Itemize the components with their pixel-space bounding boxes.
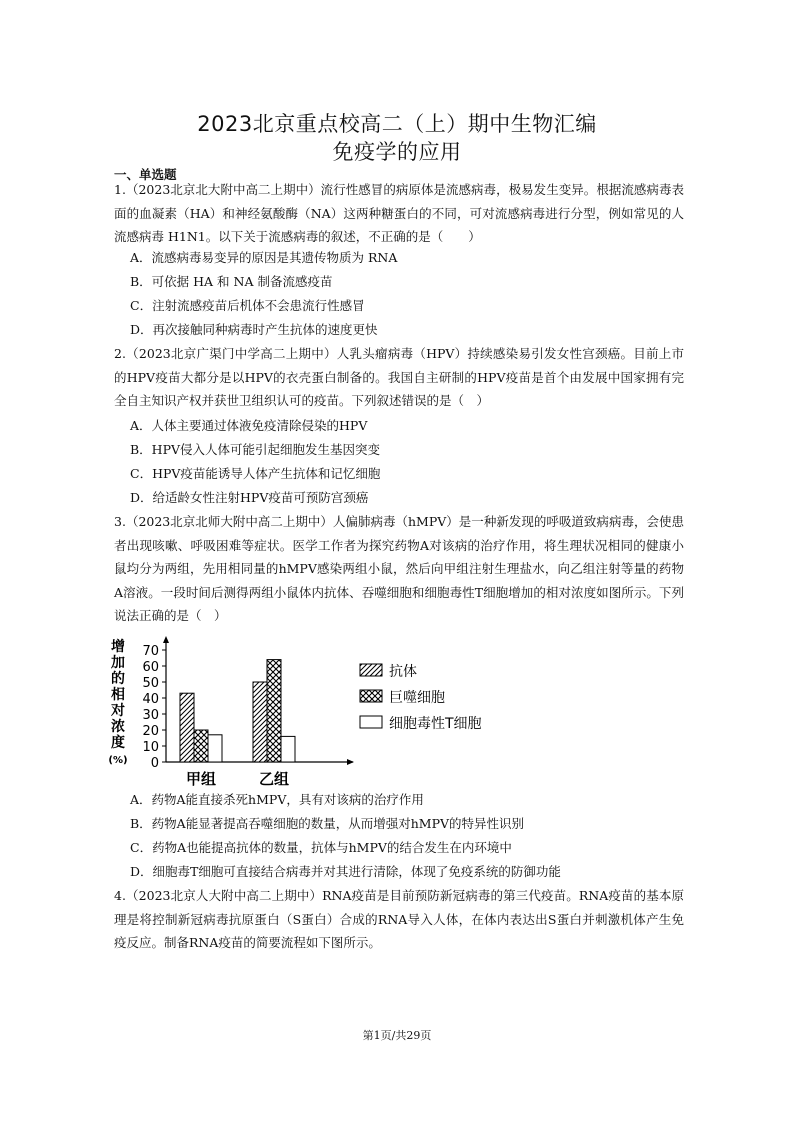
page-title: 2023北京重点校高二（上）期中生物汇编 (197, 112, 597, 136)
question-1-stem: 1.（2023北京北大附中高二上期中）流行性感冒的病原体是流感病毒，极易发生变异。根据流感病毒表面的血凝素（HA）和神经氨酸酶（NA）这两种糖蛋白的不同，可对流感病毒进行分型，例如常见的人流感病毒 H1N1。以下关于流感病毒的叙述，不正确的是（ ） (114, 182, 684, 244)
question-2-option-d: D．给适龄女性注射HPV疫苗可预防宫颈癌 (130, 490, 369, 505)
y-tick-label: 60 (142, 660, 159, 675)
bar-group1-series1 (180, 693, 194, 762)
y-tick-label: 50 (142, 676, 159, 691)
y-axis-label-char: 相 (111, 687, 125, 703)
y-axis-label-char: 对 (111, 703, 125, 719)
y-axis-label-char: 的 (111, 671, 125, 687)
y-axis-label-char: 增 (111, 639, 125, 655)
question-2-option-b: B．HPV侵入人体可能引起细胞发生基因突变 (130, 442, 381, 457)
legend-label: 巨噬细胞 (389, 690, 445, 706)
page-subtitle: 免疫学的应用 (332, 140, 462, 164)
bar-chart (108, 633, 508, 793)
question-3-stem: 3.（2023北京北师大附中高二上期中）人偏肺病毒（hMPV）是一种新发现的呼吸道致病病毒，会使患者出现咳嗽、呼吸困难等症状。医学工作者为探究药物A对该病的治疗作用，将生理状况相同的健康小鼠均分为两组，先用相同量的hMPV感染两组小鼠，然后向甲组注射生理盐水，向乙组注射等量的药物A溶液。一段时间后测得两组小鼠体内抗体、吞噬细胞和细胞毒性T细胞增加的相对浓度如图所示。下列说法正确的是（ ） (114, 514, 684, 623)
y-tick-label: 30 (142, 708, 159, 723)
y-tick-label: 40 (142, 692, 159, 707)
y-axis-label-char: 度 (111, 735, 125, 751)
question-4-stem: 4.（2023北京人大附中高二上期中）RNA疫苗是目前预防新冠病毒的第三代疫苗。RNA疫苗的基本原理是将控制新冠病毒抗原蛋白（S蛋白）合成的RNA导入人体，在体内表达出S蛋白并刺激机体产生免疫反应。制备RNA疫苗的简要流程如下图所示。 (114, 888, 684, 950)
y-tick-label: 70 (142, 644, 159, 659)
section-heading: 一、单选题 (114, 167, 177, 182)
y-tick-label: 10 (142, 740, 159, 755)
x-axis-arrow (347, 759, 354, 765)
question-2-stem: 2.（2023北京广渠门中学高二上期中）人乳头瘤病毒（HPV）持续感染易引发女性宫颈癌。目前上市的HPV疫苗大都分是以HPV的衣壳蛋白制备的。我国自主研制的HPV疫苗是首个由发展中国家拥有完全自主知识产权并获世卫组织认可的疫苗。下列叙述错误的是（ ） (114, 346, 684, 408)
legend-swatch (360, 690, 382, 702)
question-3-option-a: A．药物A能直接杀死hMPV，具有对该病的治疗作用 (130, 792, 424, 807)
y-tick-label: 0 (150, 756, 159, 771)
page-number: 第1页/共29页 (362, 1029, 432, 1042)
question-1-option-b: B．可依据 HA 和 NA 制备流感疫苗 (130, 274, 333, 289)
bar-group2-series2 (267, 660, 281, 762)
y-axis-label-char: 加 (111, 655, 125, 671)
y-axis-label-char: (%) (108, 755, 128, 766)
legend-swatch (360, 716, 382, 728)
question-2-option-c: C．HPV疫苗能诱导人体产生抗体和记忆细胞 (130, 466, 381, 481)
legend-swatch (360, 664, 382, 676)
question-2-option-a: A．人体主要通过体液免疫清除侵染的HPV (130, 418, 368, 433)
x-category-label: 甲组 (185, 770, 217, 788)
question-3-option-d: D．细胞毒T细胞可直接结合病毒并对其进行清除，体现了免疫系统的防御功能 (130, 864, 561, 879)
bar-group1-series2 (194, 730, 208, 762)
legend-label: 细胞毒性T细胞 (389, 716, 482, 732)
legend-label: 抗体 (389, 664, 417, 680)
question-1-option-a: A．流感病毒易变异的原因是其遗传物质为 RNA (130, 250, 398, 265)
bar-group1-series3 (208, 735, 222, 762)
question-1-option-d: D．再次接触同种病毒时产生抗体的速度更快 (130, 322, 378, 337)
question-3-option-b: B．药物A能显著提高吞噬细胞的数量，从而增强对hMPV的特异性识别 (130, 816, 525, 831)
question-3-option-c: C．药物A也能提高抗体的数量，抗体与hMPV的结合发生在内环境中 (130, 840, 512, 855)
bar-group2-series3 (281, 736, 295, 762)
bar-group2-series1 (253, 682, 267, 762)
y-tick-label: 20 (142, 724, 159, 739)
x-category-label: 乙组 (258, 770, 290, 788)
question-1-option-c: C．注射流感疫苗后机体不会患流行性感冒 (130, 298, 365, 313)
y-axis-label-char: 浓 (111, 719, 125, 735)
y-axis-arrow (163, 636, 169, 643)
